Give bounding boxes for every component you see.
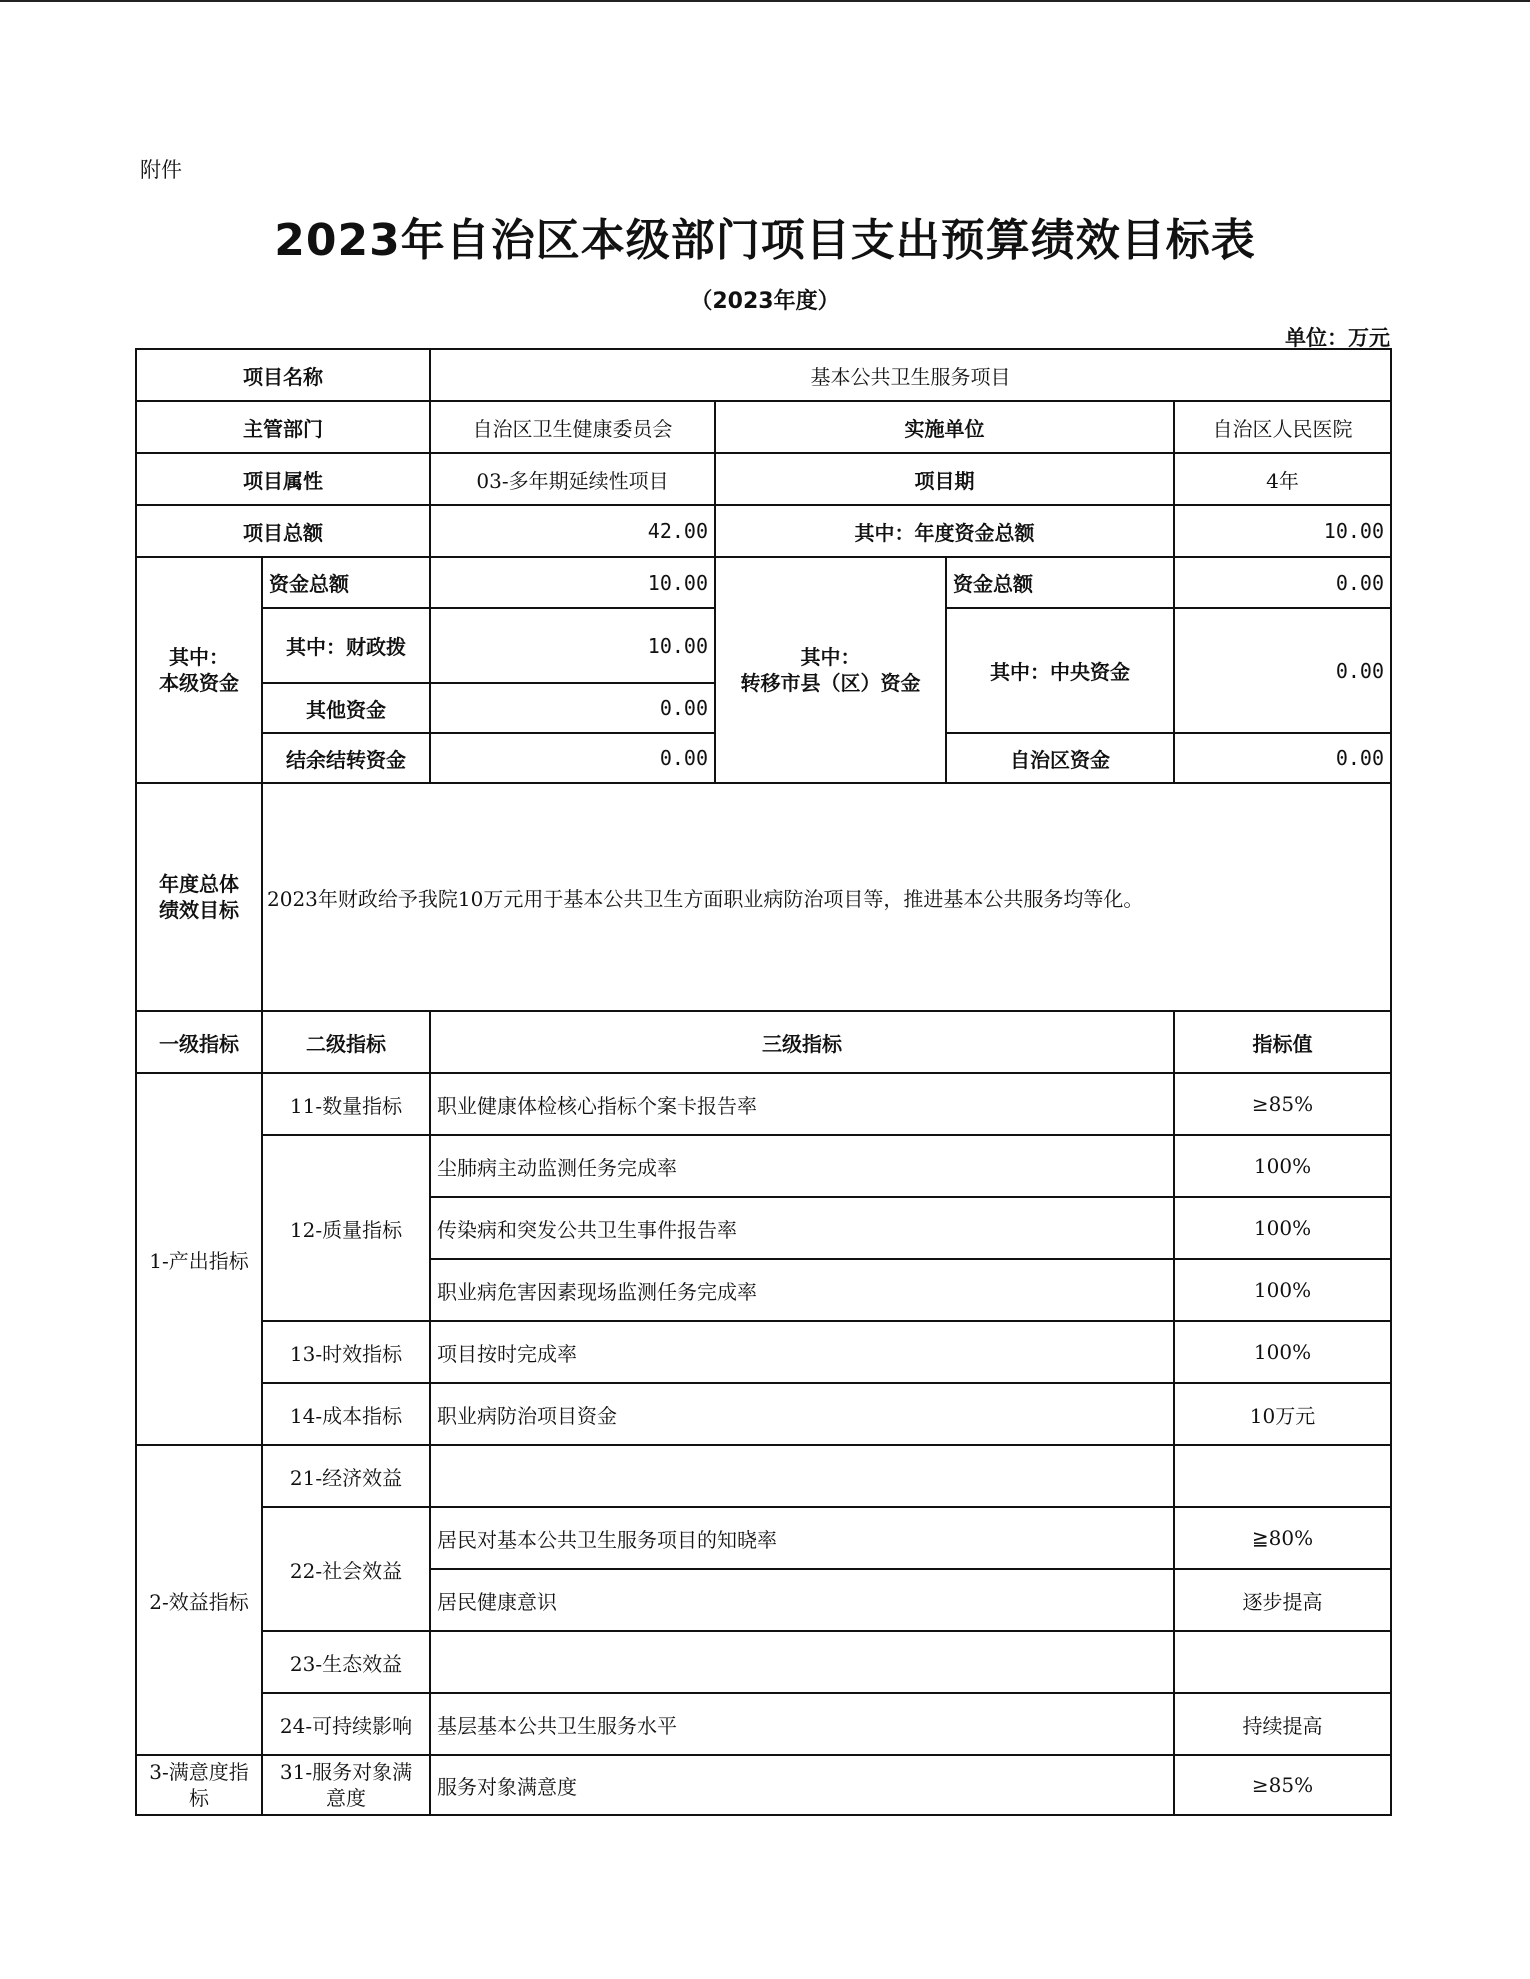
- table-row: [136, 1321, 1391, 1383]
- level3-cell: 服务对象满意度: [430, 1755, 1174, 1815]
- central-label: 其中：中央资金: [946, 608, 1174, 733]
- level3-cell: 职业健康体检核心指标个案卡报告率: [430, 1073, 1174, 1135]
- attr-value: 03-多年期延续性项目: [430, 453, 715, 505]
- level3-cell: 职业病防治项目资金: [430, 1383, 1174, 1445]
- row-project-name: [136, 349, 1391, 401]
- output-indicator-label: 1-产出指标: [136, 1073, 262, 1445]
- annual-value: 10.00: [1174, 505, 1391, 557]
- local-total-label: 资金总额: [262, 557, 430, 608]
- table-row: [136, 1445, 1391, 1507]
- carry-label: 结余结转资金: [262, 733, 430, 783]
- dept-label: 主管部门: [136, 401, 430, 453]
- table-row: [136, 1507, 1391, 1569]
- row-department: [136, 401, 1391, 453]
- local-funds-label: 其中： 本级资金: [136, 557, 262, 783]
- year-subtitle: （2023年度）: [690, 289, 840, 314]
- central-value: 0.00: [1174, 608, 1391, 733]
- fiscal-label: 其中：财政拨: [262, 608, 430, 683]
- level2-cell: 22-社会效益: [262, 1507, 430, 1631]
- row-indicator-header: [136, 1011, 1391, 1073]
- total-value: 42.00: [430, 505, 715, 557]
- transfer-funds-label: 其中： 转移市县（区）资金: [715, 557, 946, 783]
- table-row: [136, 1631, 1391, 1693]
- other-funds-value: 0.00: [430, 683, 715, 733]
- table-row: [136, 1693, 1391, 1755]
- value-cell: [1174, 1445, 1391, 1507]
- level3-cell: [430, 1445, 1174, 1507]
- carry-value: 0.00: [430, 733, 715, 783]
- level3-cell: 职业病危害因素现场监测任务完成率: [430, 1259, 1174, 1321]
- value-cell: 持续提高: [1174, 1693, 1391, 1755]
- top-border-line: [0, 0, 1530, 2]
- benefit-indicator-label: 2-效益指标: [136, 1445, 262, 1755]
- satisfaction-indicator-label: 3-满意度指 标: [136, 1755, 262, 1815]
- level3-cell: 居民健康意识: [430, 1569, 1174, 1631]
- value-cell: [1174, 1631, 1391, 1693]
- header-level2: 二级指标: [262, 1011, 430, 1073]
- value-cell: ≥85%: [1174, 1073, 1391, 1135]
- level2-cell: 31-服务对象满 意度: [262, 1755, 430, 1815]
- region-label: 自治区资金: [946, 733, 1174, 783]
- period-label: 项目期: [715, 453, 1174, 505]
- level2-cell: 11-数量指标: [262, 1073, 430, 1135]
- goal-text: 2023年财政给予我院10万元用于基本公共卫生方面职业病防治项目等，推进基本公共服务均等化。: [262, 783, 1391, 1011]
- header-level3: 三级指标: [430, 1011, 1174, 1073]
- performance-target-table: [135, 348, 1392, 1816]
- unit-label: 单位：万元: [1285, 326, 1390, 350]
- value-cell: 100%: [1174, 1259, 1391, 1321]
- impl-value: 自治区人民医院: [1174, 401, 1391, 453]
- level3-cell: 基层基本公共卫生服务水平: [430, 1693, 1174, 1755]
- page-title: 2023年自治区本级部门项目支出预算绩效目标表: [274, 215, 1256, 266]
- project-name-value: 基本公共卫生服务项目: [430, 349, 1391, 401]
- table-row: [136, 1073, 1391, 1135]
- region-value: 0.00: [1174, 733, 1391, 783]
- value-cell: 100%: [1174, 1321, 1391, 1383]
- level2-cell: 12-质量指标: [262, 1135, 430, 1321]
- level2-cell: 21-经济效益: [262, 1445, 430, 1507]
- value-cell: ≥85%: [1174, 1755, 1391, 1815]
- local-total-value: 10.00: [430, 557, 715, 608]
- level3-cell: 居民对基本公共卫生服务项目的知晓率: [430, 1507, 1174, 1569]
- level3-cell: 传染病和突发公共卫生事件报告率: [430, 1197, 1174, 1259]
- attachment-label: 附件: [140, 158, 182, 182]
- level3-cell: 尘肺病主动监测任务完成率: [430, 1135, 1174, 1197]
- fiscal-value: 10.00: [430, 608, 715, 683]
- dept-value: 自治区卫生健康委员会: [430, 401, 715, 453]
- total-label: 项目总额: [136, 505, 430, 557]
- level2-cell: 14-成本指标: [262, 1383, 430, 1445]
- value-cell: 100%: [1174, 1135, 1391, 1197]
- level3-cell: 项目按时完成率: [430, 1321, 1174, 1383]
- table-row: [136, 1755, 1391, 1815]
- table-row: [136, 1383, 1391, 1445]
- period-value: 4年: [1174, 453, 1391, 505]
- value-cell: 逐步提高: [1174, 1569, 1391, 1631]
- transfer-total-value: 0.00: [1174, 557, 1391, 608]
- annual-label: 其中：年度资金总额: [715, 505, 1174, 557]
- goal-label: 年度总体 绩效目标: [136, 783, 262, 1011]
- transfer-total-label: 资金总额: [946, 557, 1174, 608]
- level2-cell: 13-时效指标: [262, 1321, 430, 1383]
- row-attribute: [136, 453, 1391, 505]
- level2-cell: 24-可持续影响: [262, 1693, 430, 1755]
- row-funds-1: [136, 557, 1391, 608]
- attr-label: 项目属性: [136, 453, 430, 505]
- level2-cell: 23-生态效益: [262, 1631, 430, 1693]
- row-annual-goal: [136, 783, 1391, 1011]
- header-level1: 一级指标: [136, 1011, 262, 1073]
- table-row: [136, 1135, 1391, 1197]
- row-total: [136, 505, 1391, 557]
- value-cell: 10万元: [1174, 1383, 1391, 1445]
- header-value: 指标值: [1174, 1011, 1391, 1073]
- other-funds-label: 其他资金: [262, 683, 430, 733]
- value-cell: 100%: [1174, 1197, 1391, 1259]
- value-cell: ≧80%: [1174, 1507, 1391, 1569]
- project-name-label: 项目名称: [136, 349, 430, 401]
- level3-cell: [430, 1631, 1174, 1693]
- impl-label: 实施单位: [715, 401, 1174, 453]
